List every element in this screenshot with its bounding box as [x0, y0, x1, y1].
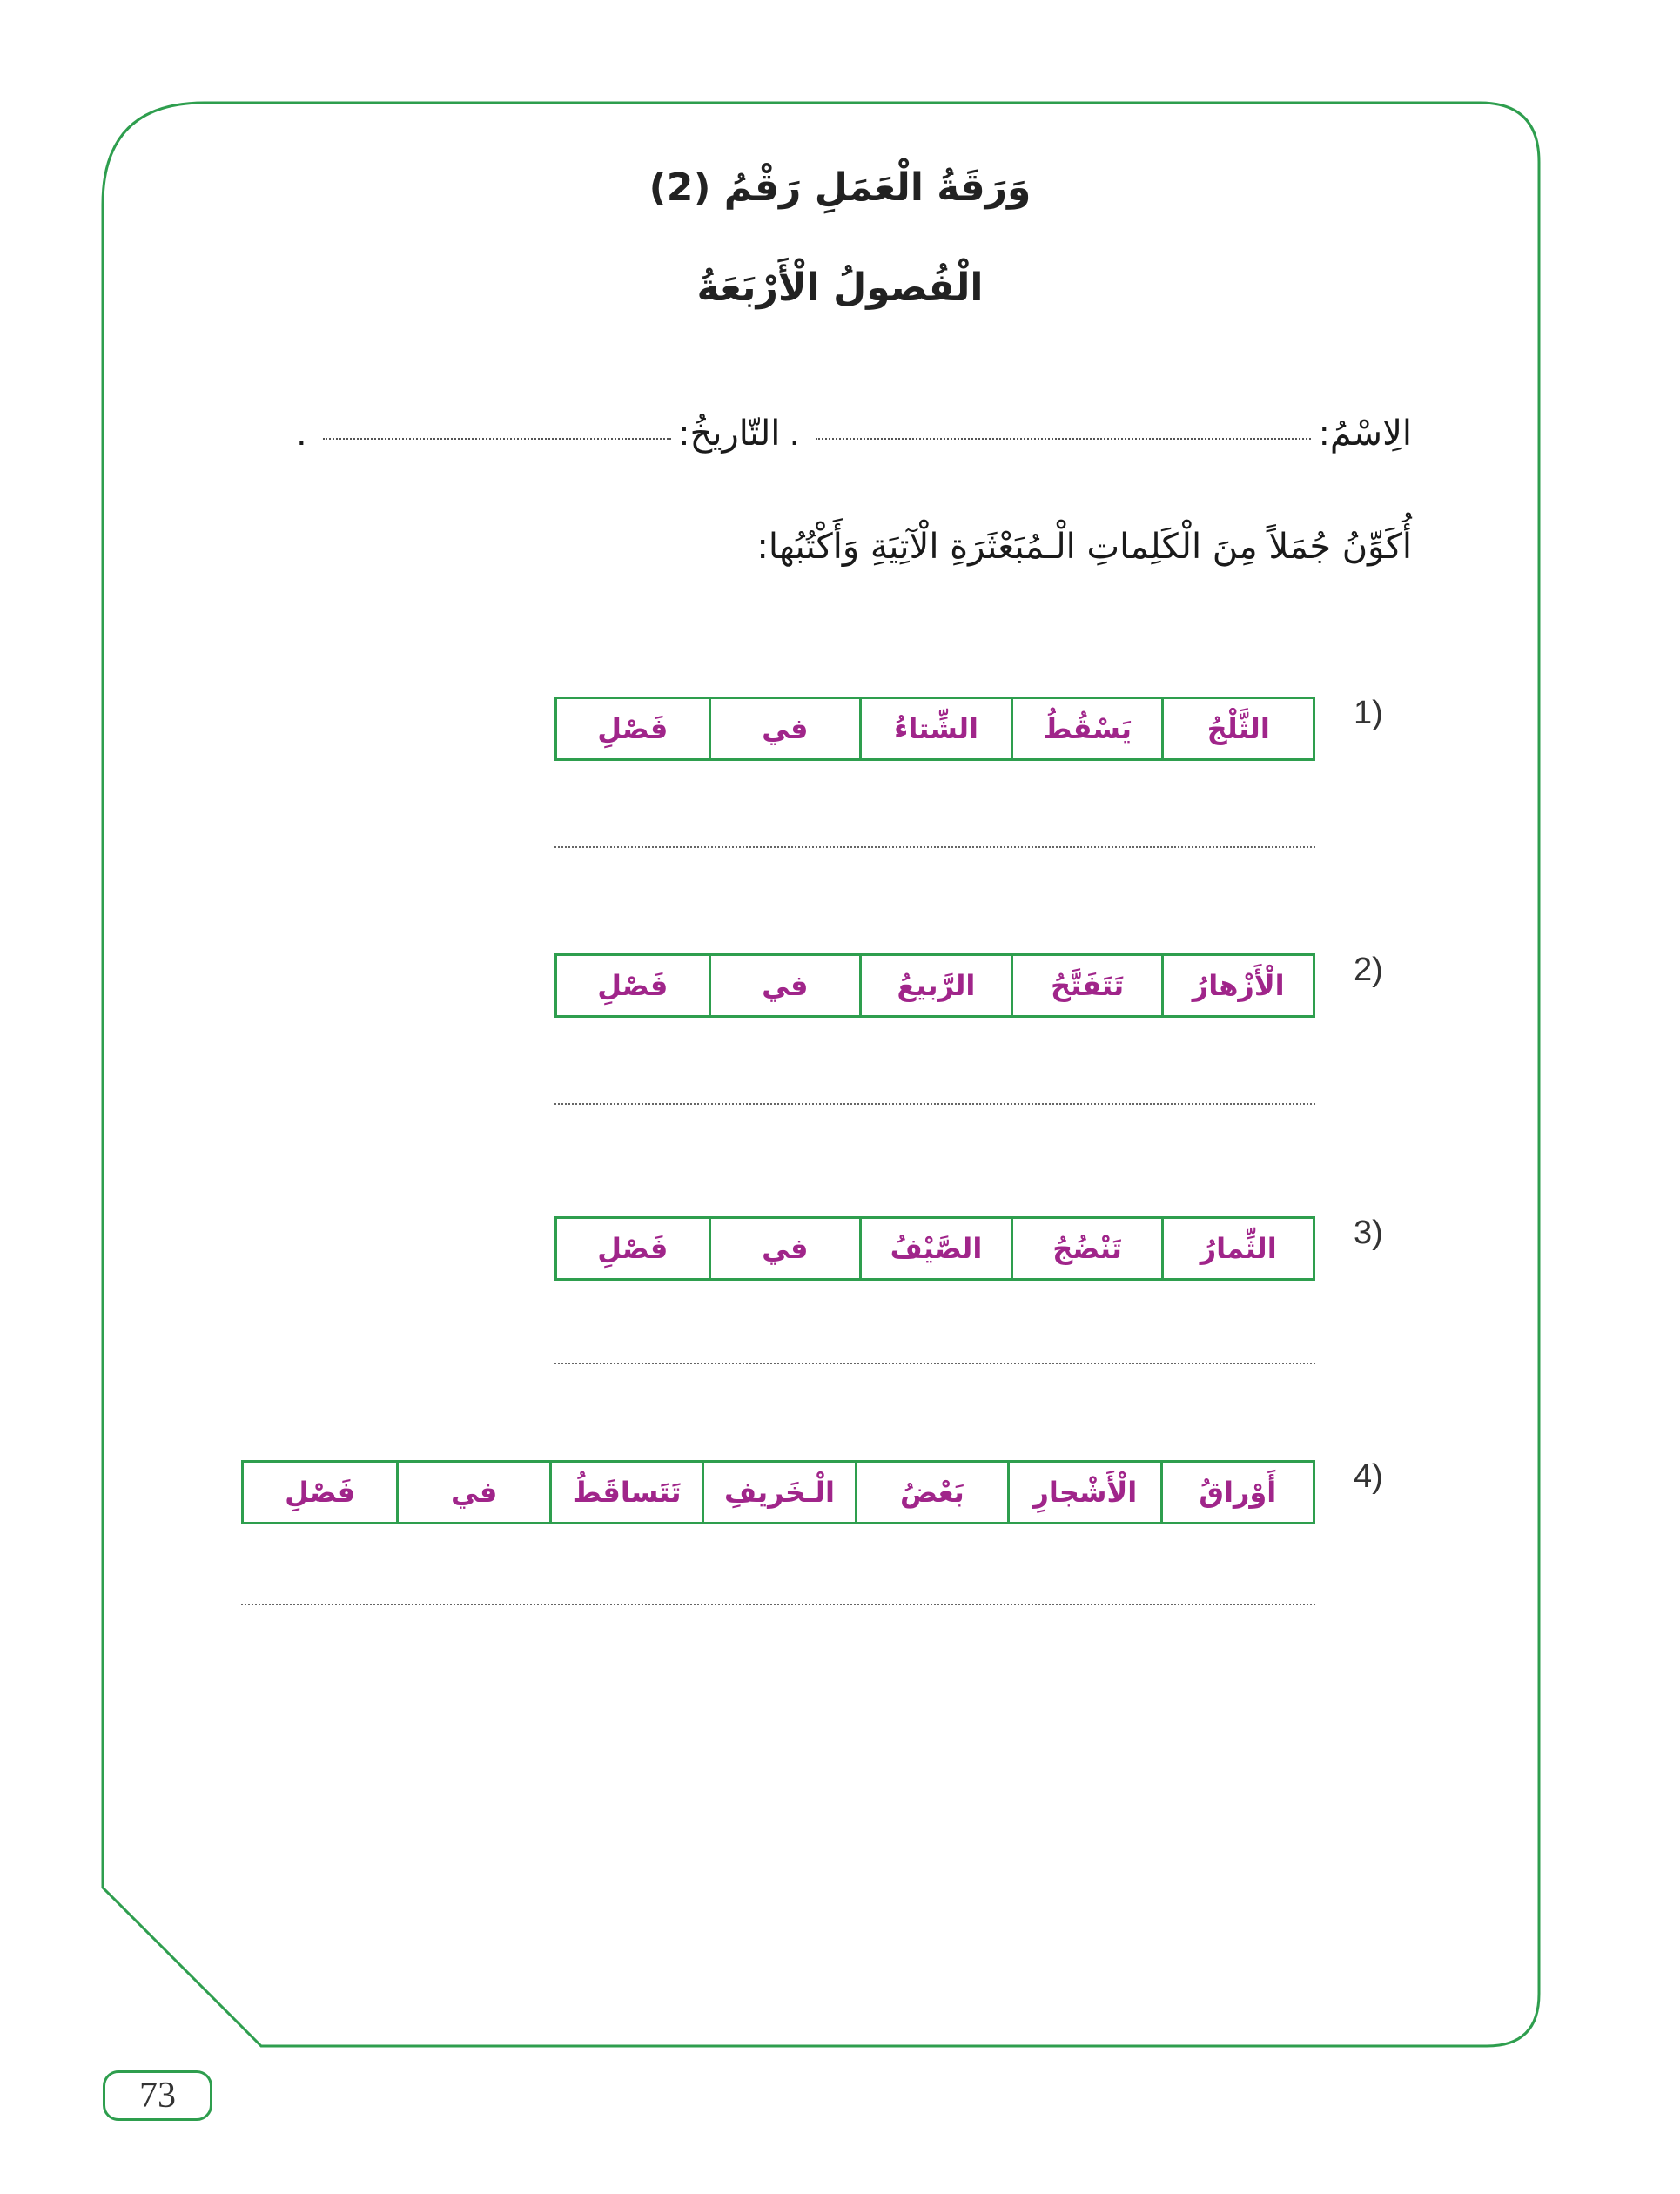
exercise-number: 3): [1354, 1215, 1383, 1251]
word-box: تَتَساقَطُ: [549, 1463, 702, 1522]
word-box: أَوْراقُ: [1160, 1463, 1313, 1522]
word-row: [554, 953, 1315, 1018]
instruction-text: أُكَوِّنُ جُمَلاً مِنَ الْكَلِماتِ الْـمُبَعْثَرَةِ الْآتِيَةِ وَأَكْتُبُها:: [756, 527, 1412, 567]
word-row: [241, 1460, 1315, 1524]
answer-line[interactable]: [554, 1103, 1315, 1105]
word-box: الثَّلْجُ: [1161, 699, 1313, 758]
name-date-row: [287, 414, 1412, 466]
exercise-number: 1): [1354, 695, 1383, 731]
word-box: الشِّتاءُ: [859, 699, 1011, 758]
name-label: الِاسْمُ:: [1318, 414, 1412, 454]
word-box: الرَّبيعُ: [859, 956, 1011, 1015]
word-box: الثِّمارُ: [1161, 1219, 1313, 1278]
word-box: يَسْقُطُ: [1011, 699, 1162, 758]
word-box: في: [709, 699, 860, 758]
word-box: في: [396, 1463, 548, 1522]
word-box: الصَّيْفُ: [859, 1219, 1011, 1278]
worksheet-subtitle: الْفُصولُ الْأَرْبَعَةُ: [696, 266, 984, 310]
exercise-number: 2): [1354, 952, 1383, 988]
exercise-number: 4): [1354, 1458, 1383, 1495]
word-box: فَصْلِ: [597, 969, 669, 1002]
date-field[interactable]: [323, 438, 671, 440]
date-label: التّاريخُ:: [678, 414, 781, 454]
separator: .: [789, 414, 801, 454]
name-field[interactable]: [816, 438, 1311, 440]
word-box: في: [709, 956, 860, 1015]
separator-end: .: [296, 414, 307, 454]
word-row: [554, 697, 1315, 761]
word-row: [554, 1216, 1315, 1281]
word-box: فَصْلِ: [597, 712, 669, 745]
word-box: فَصْلِ: [285, 1476, 356, 1509]
word-box: الْأَزْهارُ: [1161, 956, 1313, 1015]
answer-line[interactable]: [554, 1363, 1315, 1364]
word-box: في: [709, 1219, 860, 1278]
word-box: الْـخَريفِ: [702, 1463, 854, 1522]
word-box: فَصْلِ: [597, 1232, 669, 1265]
word-box: الْأَشْجارِ: [1007, 1463, 1159, 1522]
page-number-text: 73: [139, 2076, 176, 2116]
worksheet-title: وَرَقَةُ الْعَمَلِ رَقْمُ (2): [648, 165, 1032, 210]
word-box: تَتَفَتَّحُ: [1011, 956, 1162, 1015]
page-number: [103, 2070, 212, 2121]
answer-line[interactable]: [554, 846, 1315, 848]
word-box: تَنْضُجُ: [1011, 1219, 1162, 1278]
answer-line[interactable]: [241, 1604, 1315, 1605]
word-box: بَعْضُ: [855, 1463, 1007, 1522]
